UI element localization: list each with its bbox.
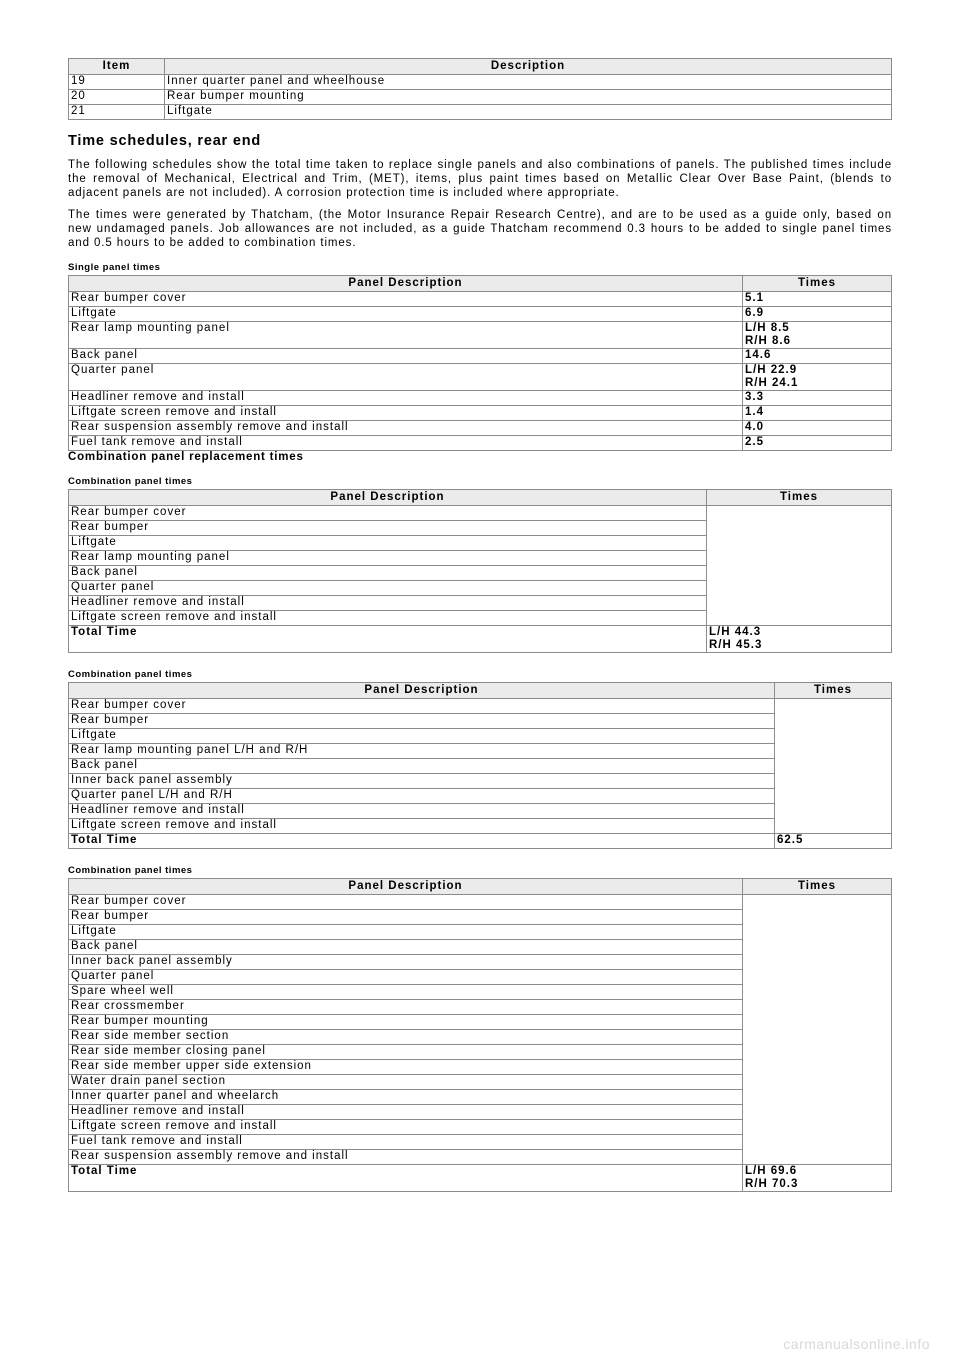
section-title: Time schedules, rear end [68,133,262,149]
panel-description-header: Panel Description [69,879,743,895]
panel-description: Rear bumper [69,714,775,729]
combination-table-1 [68,489,892,653]
table-row [69,364,892,391]
panel-description: Headliner remove and install [69,391,743,406]
table-row [69,436,892,451]
panel-time [743,391,892,406]
item-description: Liftgate [165,105,892,120]
panel-description-header: Panel Description [69,490,707,506]
combination-table-header [69,683,892,699]
panel-description: Rear lamp mounting panel [69,322,743,349]
combination-caption: Combination panel times [68,669,193,680]
time-value-left: L/H 22.9 [745,364,798,376]
single-panel-caption: Single panel times [68,262,161,273]
panel-description: Rear crossmember [69,1000,743,1015]
table-row [69,105,892,120]
panel-description: Liftgate [69,536,707,551]
time-value: 3.3 [745,391,764,403]
panel-description: Quarter panel L/H and R/H [69,789,775,804]
time-value: 6.9 [745,307,764,319]
item-description: Rear bumper mounting [165,90,892,105]
panel-description: Rear bumper cover [69,699,775,714]
guide-paragraph: The times were generated by Thatcham, (the Motor Insurance Repair Research Centre), and are to be used as a guide only, based on new undamaged panels. Job allowances are not included, as a guide Thatcham recommend 0.3 hours to be added to single panel times and 0.5 hours to be added to combination times. [68,209,892,249]
total-time: 62.5 [775,834,892,849]
total-time [707,626,892,653]
panel-description: Rear bumper [69,910,743,925]
item-number: 19 [69,75,165,90]
time-value: 14.6 [745,349,772,361]
panel-description: Rear bumper cover [69,292,743,307]
panel-description: Quarter panel [69,581,707,596]
combination-heading: Combination panel replacement times [68,451,304,463]
time-value-left: L/H 8.5 [745,322,790,334]
times-merged-cell [743,895,892,1165]
panel-description: Liftgate [69,307,743,322]
panel-description: Liftgate [69,729,775,744]
single-table-header [69,276,892,292]
total-row [69,626,892,653]
table-row [69,391,892,406]
panel-description: Water drain panel section [69,1075,743,1090]
total-value-left: L/H 69.6 [745,1165,798,1177]
table-row [69,292,892,307]
panel-description: Inner back panel assembly [69,774,775,789]
panel-description: Rear lamp mounting panel L/H and R/H [69,744,775,759]
total-value-right: R/H 45.3 [709,639,763,651]
panel-time [743,292,892,307]
time-value: 4.0 [745,421,764,433]
combination-table-3 [68,878,892,1192]
panel-description: Back panel [69,349,743,364]
table-row [69,699,892,714]
panel-time [743,307,892,322]
panel-description: Liftgate screen remove and install [69,1120,743,1135]
panel-description-header: Panel Description [69,276,743,292]
item-table [68,58,892,120]
panel-description: Liftgate screen remove and install [69,819,775,834]
panel-description: Rear bumper [69,521,707,536]
panel-description: Rear side member upper side extension [69,1060,743,1075]
panel-time [743,421,892,436]
item-column-header: Item [69,59,165,75]
panel-time [743,364,892,391]
table-row [69,75,892,90]
time-value: 2.5 [745,436,764,448]
panel-time [743,349,892,364]
panel-description: Fuel tank remove and install [69,1135,743,1150]
combination-table-header [69,490,892,506]
item-number: 21 [69,105,165,120]
panel-description: Quarter panel [69,970,743,985]
panel-description: Rear side member section [69,1030,743,1045]
panel-description: Rear suspension assembly remove and install [69,1150,743,1165]
panel-description: Fuel tank remove and install [69,436,743,451]
total-row [69,834,892,849]
panel-time [743,322,892,349]
panel-description: Back panel [69,566,707,581]
table-row [69,307,892,322]
total-value-left: L/H 44.3 [709,626,762,638]
panel-description: Rear bumper cover [69,895,743,910]
item-description: Inner quarter panel and wheelhouse [165,75,892,90]
combination-table-header [69,879,892,895]
table-row [69,774,892,789]
time-value: 1.4 [745,406,764,418]
time-value-right: R/H 8.6 [745,335,791,347]
single-panel-table [68,275,892,451]
panel-description-header: Panel Description [69,683,775,699]
panel-description: Liftgate [69,925,743,940]
panel-description: Liftgate screen remove and install [69,406,743,421]
combination-caption: Combination panel times [68,476,193,487]
panel-description: Inner back panel assembly [69,955,743,970]
panel-description: Quarter panel [69,364,743,391]
table-row [69,506,892,521]
panel-description: Rear lamp mounting panel [69,551,707,566]
panel-description: Spare wheel well [69,985,743,1000]
panel-description: Liftgate screen remove and install [69,611,707,626]
times-header: Times [775,683,892,699]
table-row [69,714,892,729]
panel-description: Rear bumper mounting [69,1015,743,1030]
time-value: 5.1 [745,292,764,304]
combination-caption: Combination panel times [68,865,193,876]
panel-description: Rear bumper cover [69,506,707,521]
description-column-header: Description [165,59,892,75]
panel-time [743,406,892,421]
total-label: Total Time [69,626,707,653]
table-row [69,819,892,834]
total-row [69,1165,892,1192]
table-row [69,729,892,744]
panel-description: Rear side member closing panel [69,1045,743,1060]
times-header: Times [743,276,892,292]
table-row [69,804,892,819]
panel-description: Back panel [69,940,743,955]
table-row [69,895,892,910]
times-header: Times [743,879,892,895]
panel-time [743,436,892,451]
times-merged-cell [707,506,892,626]
document-page [68,58,892,1192]
panel-description: Headliner remove and install [69,804,775,819]
total-time [743,1165,892,1192]
table-row [69,759,892,774]
panel-description: Inner quarter panel and wheelarch [69,1090,743,1105]
item-table-header [69,59,892,75]
panel-description: Back panel [69,759,775,774]
table-row [69,90,892,105]
intro-paragraph: The following schedules show the total time taken to replace single panels and also combinations of panels. The published times include the removal of Mechanical, Electrical and Trim, (MET), items, plus paint times based on Metallic Clear Over Base Paint, (blends to adjacent panels are not included). A corrosion protection time is included where appropriate. [68,159,892,199]
table-row [69,406,892,421]
panel-description: Headliner remove and install [69,1105,743,1120]
table-row [69,349,892,364]
times-merged-cell [775,699,892,834]
footer-watermark: carmanualsonline.info [783,1336,930,1352]
combination-table-2 [68,682,892,849]
item-number: 20 [69,90,165,105]
table-row [69,789,892,804]
table-row [69,744,892,759]
total-value-right: R/H 70.3 [745,1178,799,1190]
times-header: Times [707,490,892,506]
table-row [69,421,892,436]
total-label: Total Time [69,1165,743,1192]
time-value-right: R/H 24.1 [745,377,799,389]
total-label: Total Time [69,834,775,849]
panel-description: Headliner remove and install [69,596,707,611]
panel-description: Rear suspension assembly remove and install [69,421,743,436]
table-row [69,322,892,349]
